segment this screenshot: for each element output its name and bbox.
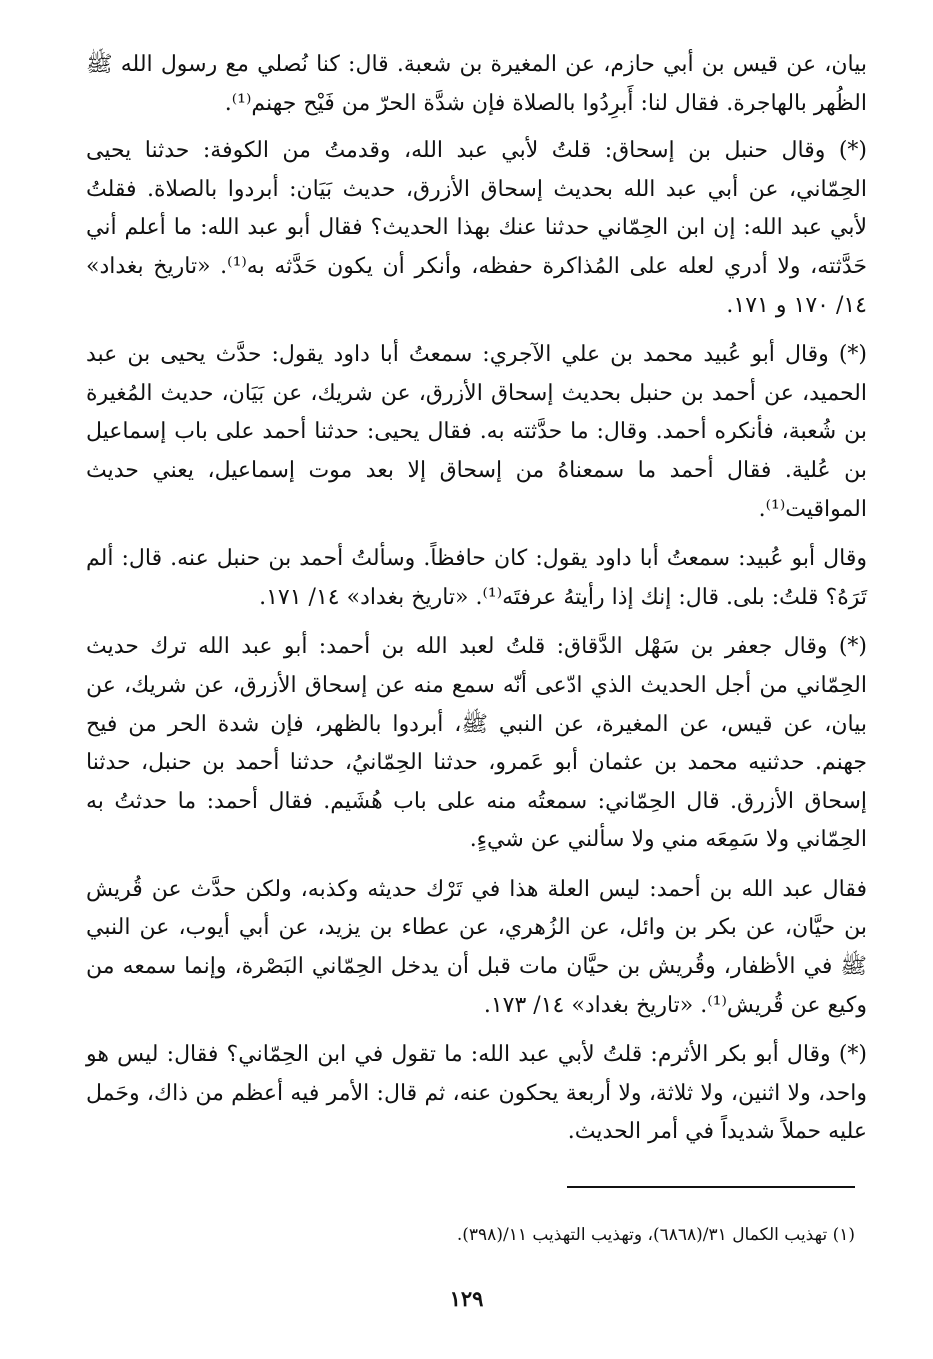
footnote-separator	[567, 1186, 855, 1188]
page-number: ١٢٩	[449, 1286, 484, 1311]
page-body	[86, 46, 867, 1163]
paragraph: وقال أبو عُبيد: سمعتُ أبا داود يقول: كان حافظاً. وسألتُ أحمد بن حنبل عنه. قال: ألم تَرَهُ؟ قلتُ: بلى. قال: إنك إذا رأيتهُ عرفتَه⁽¹⁾. «تاريخ بغداد» ١٤/ ١٧١.	[86, 546, 867, 610]
paragraph: (*) وقال أبو بكر الأثرم: قلتُ لأبي عبد الله: ما تقول في ابن الحِمّاني؟ فقال: ليس هو واحد، ولا اثنين، ولا ثلاثة، ولا أربعة يحكون عنه، ثم قال: الأمر فيه أعظم من ذاك، وحَمل عليه حملاً شديداً في أمر الحديث.	[86, 1042, 867, 1145]
paragraph: فقال عبد الله بن أحمد: ليس العلة هذا في تَرْك حديثه وكذبه، ولكن حدَّث عن قُريش بن حيَّان، عن بكر بن وائل، عن الزُهري، عن عطاء بن يزيد، عن أبي أيوب، عن النبي ﷺ في الأظفار، وقُريش بن حيَّان مات قبل أن يدخل الحِمّاني البَصْرة، وإنما سمعه من وكيع عن قُريش⁽¹⁾. «تاريخ بغداد» ١٤/ ١٧٣.	[86, 876, 867, 1018]
paragraph: (*) وقال أبو عُبيد محمد بن علي الآجري: سمعتُ أبا داود يقول: حدَّث يحيى بن عبد الحميد، عن أحمد بن حنبل بحديث إسحاق الأزرق، عن شريك، عن بَيَان، حديث المُغيرة بن شُعبة، فأنكره أحمد. وقال: ما حدَّثته به. فقال يحيى: حدثنا أحمد على باب إسماعيل بن عُلية. فقال أحمد ما سمعناهُ من إسحاق إلا بعد موت إسماعيل، يعني حديث المواقيت⁽¹⁾.	[86, 342, 867, 522]
paragraph: (*) وقال حنبل بن إسحاق: قلتُ لأبي عبد الله، وقدمتُ من الكوفة: حدثنا يحيى الحِمّاني، عن أبي عبد الله بحديث إسحاق الأزرق، حديث بَيَان: أبردوا بالصلاة. فقلتُ لأبي عبد الله: إن ابن الحِمّاني حدثنا عنك بهذا الحديث؟ فقال أبو عبد الله: ما أعلم أني حَدَّثته، ولا أدري لعله على المُذاكرة حفظه، وأنكر أن يكون حَدَّثه به⁽¹⁾. «تاريخ بغداد» ١٤/ ١٧٠ و ١٧١.	[86, 138, 867, 318]
paragraph: (*) وقال جعفر بن سَهْل الدَّقاق: قلتُ لعبد الله بن أحمد: أبو عبد الله ترك حديث الحِمّاني من أجل الحديث الذي ادّعى أنّه سمع منه عن إسحاق الأزرق، عن شريك، عن بيان، عن قيس، عن المغيرة، عن النبي ﷺ، أبردوا بالظهر، فإن شدة الحر من فيح جهنم. حدثنيه محمد بن عثمان أبو عَمرو، حدثنا الحِمّانيُ، حدثنا أحمد بن حنبل، حدثنا إسحاق الأزرق. قال الحِمّاني: سمعتُه منه على باب هُشَيم. فقال أحمد: ما حدثتُ به الحِمّاني ولا سَمِعَه مني ولا سألني عن شيءٍ.	[86, 634, 867, 853]
paragraph: بيان، عن قيس بن أبي حازم، عن المغيرة بن شعبة. قال: كنا نُصلي مع رسول الله ﷺ الظُهر بالهاجرة. فقال لنا: أَبرِدُوا بالصلاة فإن شدَّة الحرّ من فَيْح جهنم⁽¹⁾.	[86, 52, 867, 116]
footnote: (١) تهذيب الكمال ٣١/(٦٨٦٨)، وتهذيب التهذيب ١١/(٣٩٨).	[456, 1225, 855, 1245]
